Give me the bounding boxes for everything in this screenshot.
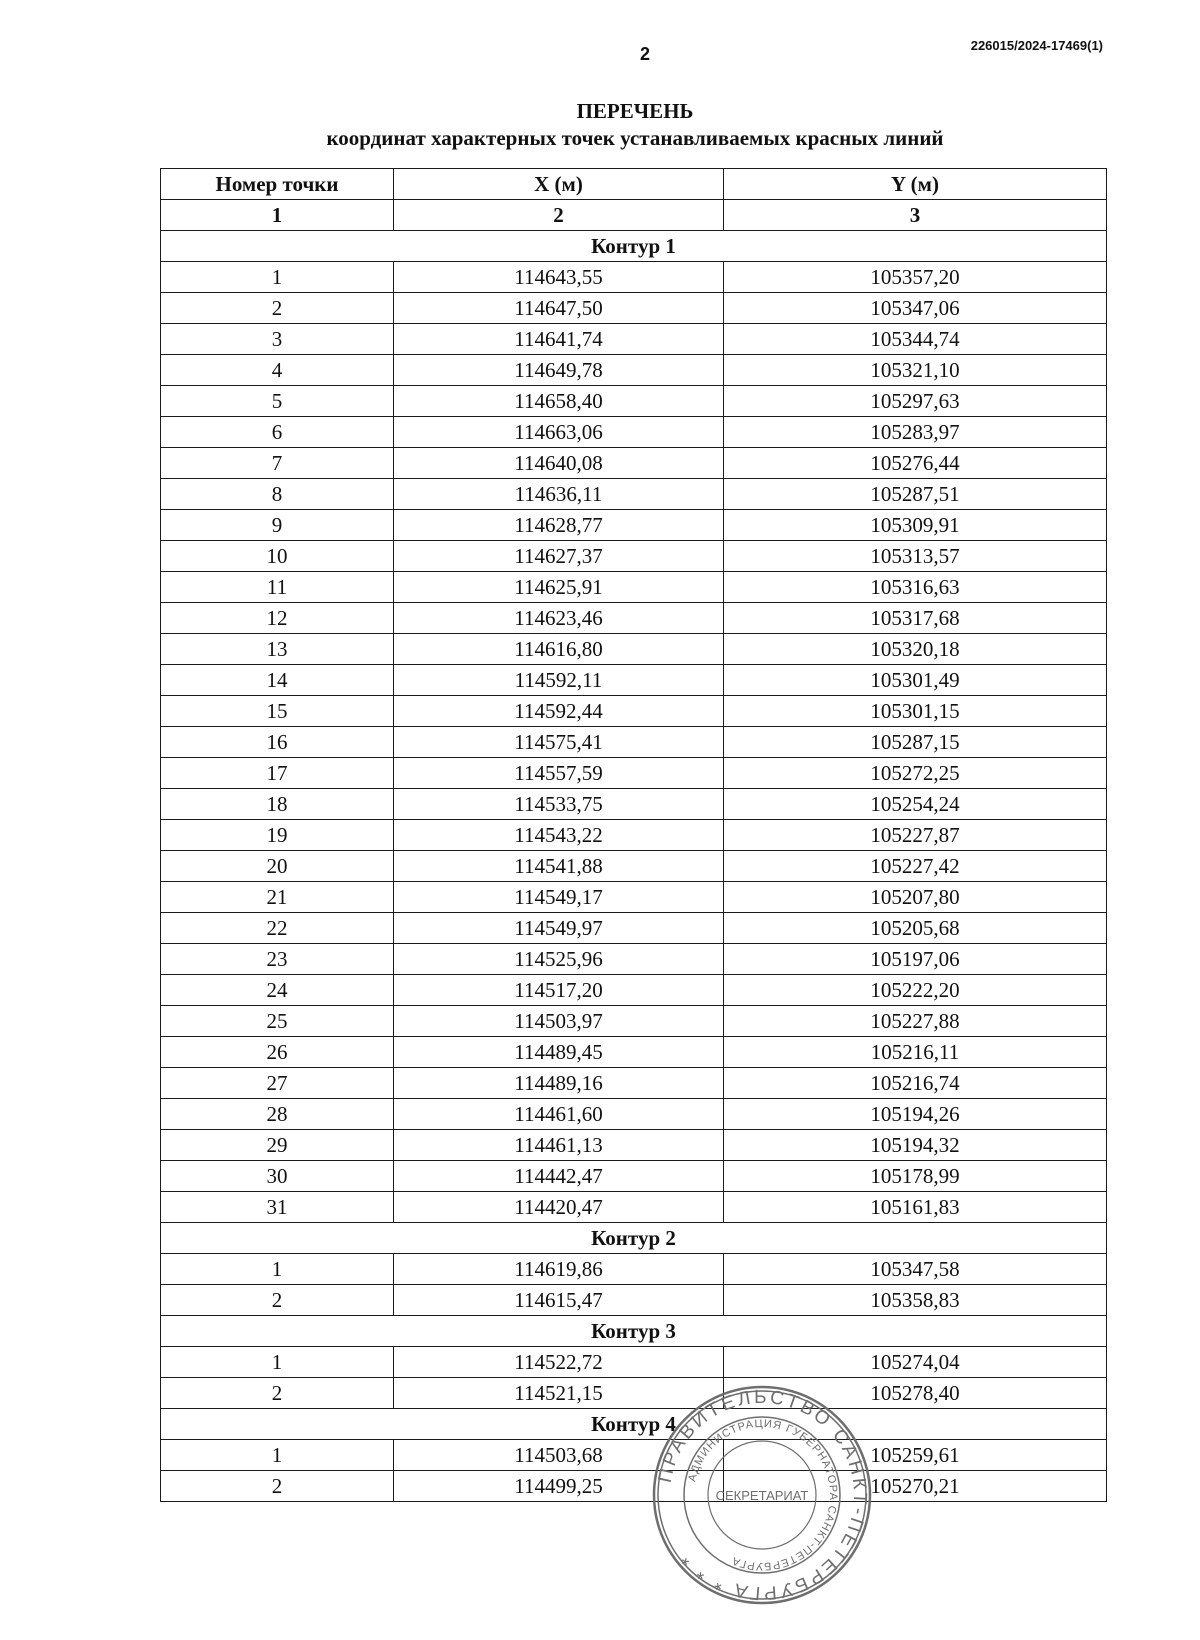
point-number-cell: 14 <box>161 665 394 696</box>
point-number-cell: 12 <box>161 603 394 634</box>
point-number-cell: 30 <box>161 1161 394 1192</box>
y-coordinate-cell: 105301,49 <box>724 665 1107 696</box>
table-row <box>161 975 1107 1006</box>
column-index: 2 <box>394 200 724 231</box>
document-title: ПЕРЕЧЕНЬ <box>576 99 694 123</box>
y-coordinate-cell: 105274,04 <box>724 1347 1107 1378</box>
y-coordinate-cell: 105344,74 <box>724 324 1107 355</box>
y-coordinate-cell: 105313,57 <box>724 541 1107 572</box>
y-coordinate-cell: 105178,99 <box>724 1161 1107 1192</box>
x-coordinate-cell: 114461,60 <box>394 1099 724 1130</box>
table-row <box>161 479 1107 510</box>
x-coordinate-cell: 114503,97 <box>394 1006 724 1037</box>
y-coordinate-cell: 105357,20 <box>724 262 1107 293</box>
table-row <box>161 1037 1107 1068</box>
point-number-cell: 28 <box>161 1099 394 1130</box>
y-coordinate-cell: 105283,97 <box>724 417 1107 448</box>
x-coordinate-cell: 114489,16 <box>394 1068 724 1099</box>
column-index-row <box>161 200 1107 231</box>
y-coordinate-cell: 105297,63 <box>724 386 1107 417</box>
y-coordinate-cell: 105301,15 <box>724 696 1107 727</box>
x-coordinate-cell: 114649,78 <box>394 355 724 386</box>
table-row <box>161 665 1107 696</box>
table-body <box>161 231 1107 1502</box>
x-coordinate-cell: 114420,47 <box>394 1192 724 1223</box>
point-number-cell: 13 <box>161 634 394 665</box>
table-header-row <box>161 169 1107 200</box>
y-coordinate-cell: 105358,83 <box>724 1285 1107 1316</box>
y-coordinate-cell: 105216,74 <box>724 1068 1107 1099</box>
y-coordinate-cell: 105320,18 <box>724 634 1107 665</box>
point-number-cell: 27 <box>161 1068 394 1099</box>
point-number-cell: 9 <box>161 510 394 541</box>
table-row <box>161 1254 1107 1285</box>
table-row <box>161 293 1107 324</box>
coordinates-table <box>160 168 1107 1502</box>
contour-label: Контур 1 <box>161 231 1107 262</box>
point-number-cell: 2 <box>161 1471 394 1502</box>
table-row <box>161 1099 1107 1130</box>
point-number-cell: 19 <box>161 820 394 851</box>
y-coordinate-cell: 105347,06 <box>724 293 1107 324</box>
seal-center-text: СЕКРЕТАРИАТ <box>715 1488 809 1503</box>
y-coordinate-cell: 105216,11 <box>724 1037 1107 1068</box>
y-coordinate-cell: 105287,51 <box>724 479 1107 510</box>
y-coordinate-cell: 105194,26 <box>724 1099 1107 1130</box>
table-row <box>161 510 1107 541</box>
point-number-cell: 5 <box>161 386 394 417</box>
x-coordinate-cell: 114442,47 <box>394 1161 724 1192</box>
table-row <box>161 696 1107 727</box>
point-number-cell: 2 <box>161 1285 394 1316</box>
column-index: 3 <box>724 200 1107 231</box>
header-x: X (м) <box>394 169 724 200</box>
table-row <box>161 355 1107 386</box>
y-coordinate-cell: 105254,24 <box>724 789 1107 820</box>
y-coordinate-cell: 105287,15 <box>724 727 1107 758</box>
x-coordinate-cell: 114557,59 <box>394 758 724 789</box>
table-row <box>161 417 1107 448</box>
point-number-cell: 21 <box>161 882 394 913</box>
x-coordinate-cell: 114643,55 <box>394 262 724 293</box>
point-number-cell: 10 <box>161 541 394 572</box>
y-coordinate-cell: 105347,58 <box>724 1254 1107 1285</box>
table-row <box>161 789 1107 820</box>
point-number-cell: 1 <box>161 1347 394 1378</box>
y-coordinate-cell: 105197,06 <box>724 944 1107 975</box>
table-row <box>161 603 1107 634</box>
y-coordinate-cell: 105205,68 <box>724 913 1107 944</box>
x-coordinate-cell: 114619,86 <box>394 1254 724 1285</box>
table-row <box>161 727 1107 758</box>
x-coordinate-cell: 114658,40 <box>394 386 724 417</box>
table-row <box>161 448 1107 479</box>
header-point-number: Номер точки <box>161 169 394 200</box>
point-number-cell: 31 <box>161 1192 394 1223</box>
x-coordinate-cell: 114592,44 <box>394 696 724 727</box>
table-row <box>161 820 1107 851</box>
x-coordinate-cell: 114543,22 <box>394 820 724 851</box>
table-row <box>161 1471 1107 1502</box>
table-row <box>161 1192 1107 1223</box>
contour-header-row <box>161 1223 1107 1254</box>
table-row <box>161 1347 1107 1378</box>
table-row <box>161 913 1107 944</box>
table-row <box>161 944 1107 975</box>
y-coordinate-cell: 105309,91 <box>724 510 1107 541</box>
seal-outer-text: ПРАВИТЕЛЬСТВО САНКТ-ПЕТЕРБУРГА * * * <box>654 1386 871 1604</box>
x-coordinate-cell: 114525,96 <box>394 944 724 975</box>
point-number-cell: 11 <box>161 572 394 603</box>
point-number-cell: 20 <box>161 851 394 882</box>
x-coordinate-cell: 114641,74 <box>394 324 724 355</box>
table-row <box>161 1378 1107 1409</box>
y-coordinate-cell: 105222,20 <box>724 975 1107 1006</box>
y-coordinate-cell: 105227,87 <box>724 820 1107 851</box>
point-number-cell: 16 <box>161 727 394 758</box>
x-coordinate-cell: 114647,50 <box>394 293 724 324</box>
table-row <box>161 1130 1107 1161</box>
point-number-cell: 4 <box>161 355 394 386</box>
table-row <box>161 1161 1107 1192</box>
table-row <box>161 882 1107 913</box>
table-row <box>161 386 1107 417</box>
x-coordinate-cell: 114636,11 <box>394 479 724 510</box>
point-number-cell: 2 <box>161 293 394 324</box>
point-number-cell: 1 <box>161 1254 394 1285</box>
contour-label: Контур 4 <box>161 1409 1107 1440</box>
point-number-cell: 7 <box>161 448 394 479</box>
point-number-cell: 25 <box>161 1006 394 1037</box>
contour-header-row <box>161 231 1107 262</box>
point-number-cell: 26 <box>161 1037 394 1068</box>
x-coordinate-cell: 114549,97 <box>394 913 724 944</box>
column-index: 1 <box>161 200 394 231</box>
x-coordinate-cell: 114640,08 <box>394 448 724 479</box>
table-row <box>161 1440 1107 1471</box>
point-number-cell: 2 <box>161 1378 394 1409</box>
table-row <box>161 758 1107 789</box>
x-coordinate-cell: 114627,37 <box>394 541 724 572</box>
table-row <box>161 1006 1107 1037</box>
x-coordinate-cell: 114549,17 <box>394 882 724 913</box>
contour-label: Контур 3 <box>161 1316 1107 1347</box>
x-coordinate-cell: 114521,15 <box>394 1378 724 1409</box>
point-number-cell: 29 <box>161 1130 394 1161</box>
x-coordinate-cell: 114615,47 <box>394 1285 724 1316</box>
x-coordinate-cell: 114499,25 <box>394 1471 724 1502</box>
y-coordinate-cell: 105161,83 <box>724 1192 1107 1223</box>
x-coordinate-cell: 114533,75 <box>394 789 724 820</box>
table-row <box>161 572 1107 603</box>
point-number-cell: 6 <box>161 417 394 448</box>
table-row <box>161 324 1107 355</box>
y-coordinate-cell: 105276,44 <box>724 448 1107 479</box>
y-coordinate-cell: 105259,61 <box>724 1440 1107 1471</box>
x-coordinate-cell: 114461,13 <box>394 1130 724 1161</box>
table-row <box>161 851 1107 882</box>
y-coordinate-cell: 105207,80 <box>724 882 1107 913</box>
point-number-cell: 24 <box>161 975 394 1006</box>
point-number-cell: 8 <box>161 479 394 510</box>
x-coordinate-cell: 114489,45 <box>394 1037 724 1068</box>
y-coordinate-cell: 105227,88 <box>724 1006 1107 1037</box>
x-coordinate-cell: 114541,88 <box>394 851 724 882</box>
document-subtitle: координат характерных точек устанавливаемых красных линий <box>326 126 944 150</box>
seal-inner-text: АДМИНИСТРАЦИЯ ГУБЕРНАТОРА САНКТ-ПЕТЕРБУРГА <box>686 1417 840 1573</box>
table-row <box>161 1285 1107 1316</box>
table-row <box>161 1068 1107 1099</box>
y-coordinate-cell: 105317,68 <box>724 603 1107 634</box>
y-coordinate-cell: 105272,25 <box>724 758 1107 789</box>
x-coordinate-cell: 114663,06 <box>394 417 724 448</box>
contour-header-row <box>161 1409 1107 1440</box>
x-coordinate-cell: 114616,80 <box>394 634 724 665</box>
table-row <box>161 262 1107 293</box>
y-coordinate-cell: 105321,10 <box>724 355 1107 386</box>
x-coordinate-cell: 114517,20 <box>394 975 724 1006</box>
y-coordinate-cell: 105270,21 <box>724 1471 1107 1502</box>
y-coordinate-cell: 105316,63 <box>724 572 1107 603</box>
x-coordinate-cell: 114592,11 <box>394 665 724 696</box>
x-coordinate-cell: 114625,91 <box>394 572 724 603</box>
y-coordinate-cell: 105227,42 <box>724 851 1107 882</box>
contour-header-row <box>161 1316 1107 1347</box>
x-coordinate-cell: 114628,77 <box>394 510 724 541</box>
document-number: 226015/2024-17469(1) <box>970 38 1103 53</box>
point-number-cell: 22 <box>161 913 394 944</box>
x-coordinate-cell: 114623,46 <box>394 603 724 634</box>
point-number-cell: 1 <box>161 262 394 293</box>
y-coordinate-cell: 105194,32 <box>724 1130 1107 1161</box>
page-number: 2 <box>639 44 650 64</box>
point-number-cell: 23 <box>161 944 394 975</box>
y-coordinate-cell: 105278,40 <box>724 1378 1107 1409</box>
point-number-cell: 1 <box>161 1440 394 1471</box>
header-y: Y (м) <box>724 169 1107 200</box>
point-number-cell: 3 <box>161 324 394 355</box>
x-coordinate-cell: 114575,41 <box>394 727 724 758</box>
point-number-cell: 18 <box>161 789 394 820</box>
secretariat-seal <box>650 1383 874 1607</box>
x-coordinate-cell: 114522,72 <box>394 1347 724 1378</box>
point-number-cell: 17 <box>161 758 394 789</box>
point-number-cell: 15 <box>161 696 394 727</box>
x-coordinate-cell: 114503,68 <box>394 1440 724 1471</box>
table-row <box>161 541 1107 572</box>
table-row <box>161 634 1107 665</box>
contour-label: Контур 2 <box>161 1223 1107 1254</box>
